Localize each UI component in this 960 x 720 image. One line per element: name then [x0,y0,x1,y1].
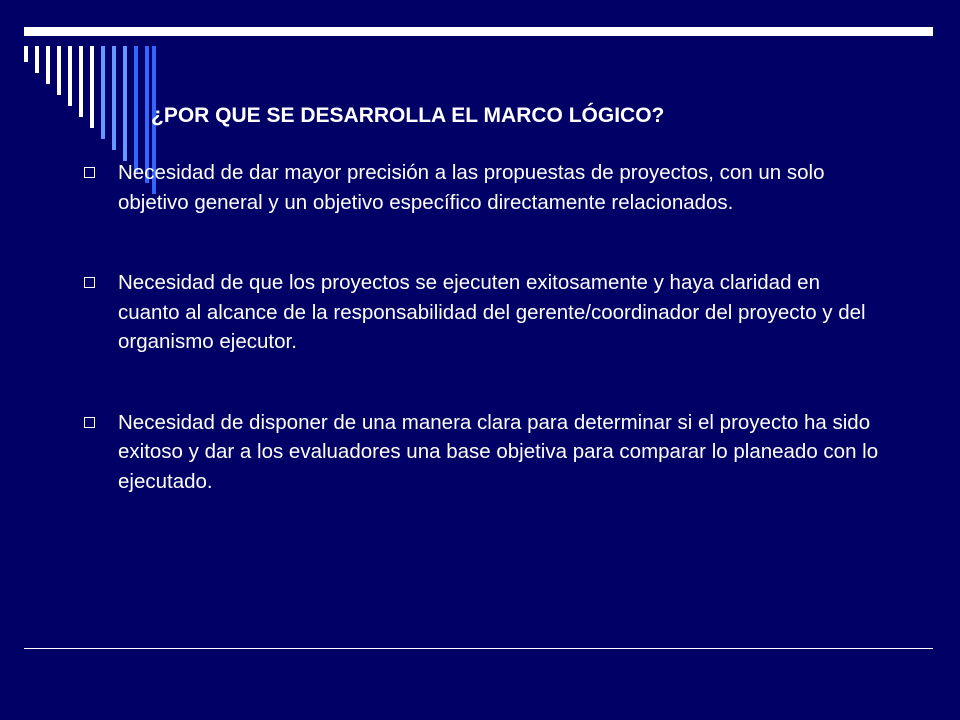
bullet-text: Necesidad de que los proyectos se ejecuten exitosamente y haya claridad en cuanto al alcance de la responsabilidad del gerente/coordinador del proyecto y del organismo ejecutor. [118,271,866,353]
bullet-list [82,158,882,496]
decorative-bar [90,46,94,128]
decorative-bar [57,46,61,95]
square-bullet-icon [84,417,95,428]
decorative-bar [35,46,39,73]
bullet-item [82,268,882,357]
bottom-rule [24,648,933,649]
decorative-bar [24,46,28,62]
decorative-bar [134,46,138,172]
decorative-bar [68,46,72,106]
decorative-bar [112,46,116,150]
decorative-bar [101,46,105,139]
bullet-item [82,408,882,497]
slide-title: ¿POR QUE SE DESARROLLA EL MARCO LÓGICO? [151,104,665,127]
decorative-bar [79,46,83,117]
decorative-bar [123,46,127,161]
square-bullet-icon [84,167,95,178]
bullet-item [82,158,882,217]
decorative-bar [46,46,50,84]
bullet-text: Necesidad de dar mayor precisión a las propuestas de proyectos, con un solo objetivo general y un objetivo específico directamente relacionados. [118,161,825,214]
square-bullet-icon [84,277,95,288]
bullet-text: Necesidad de disponer de una manera clara para determinar si el proyecto ha sido exitoso y dar a los evaluadores una base objetiva para comparar lo planeado con lo ejecutado. [118,410,879,493]
